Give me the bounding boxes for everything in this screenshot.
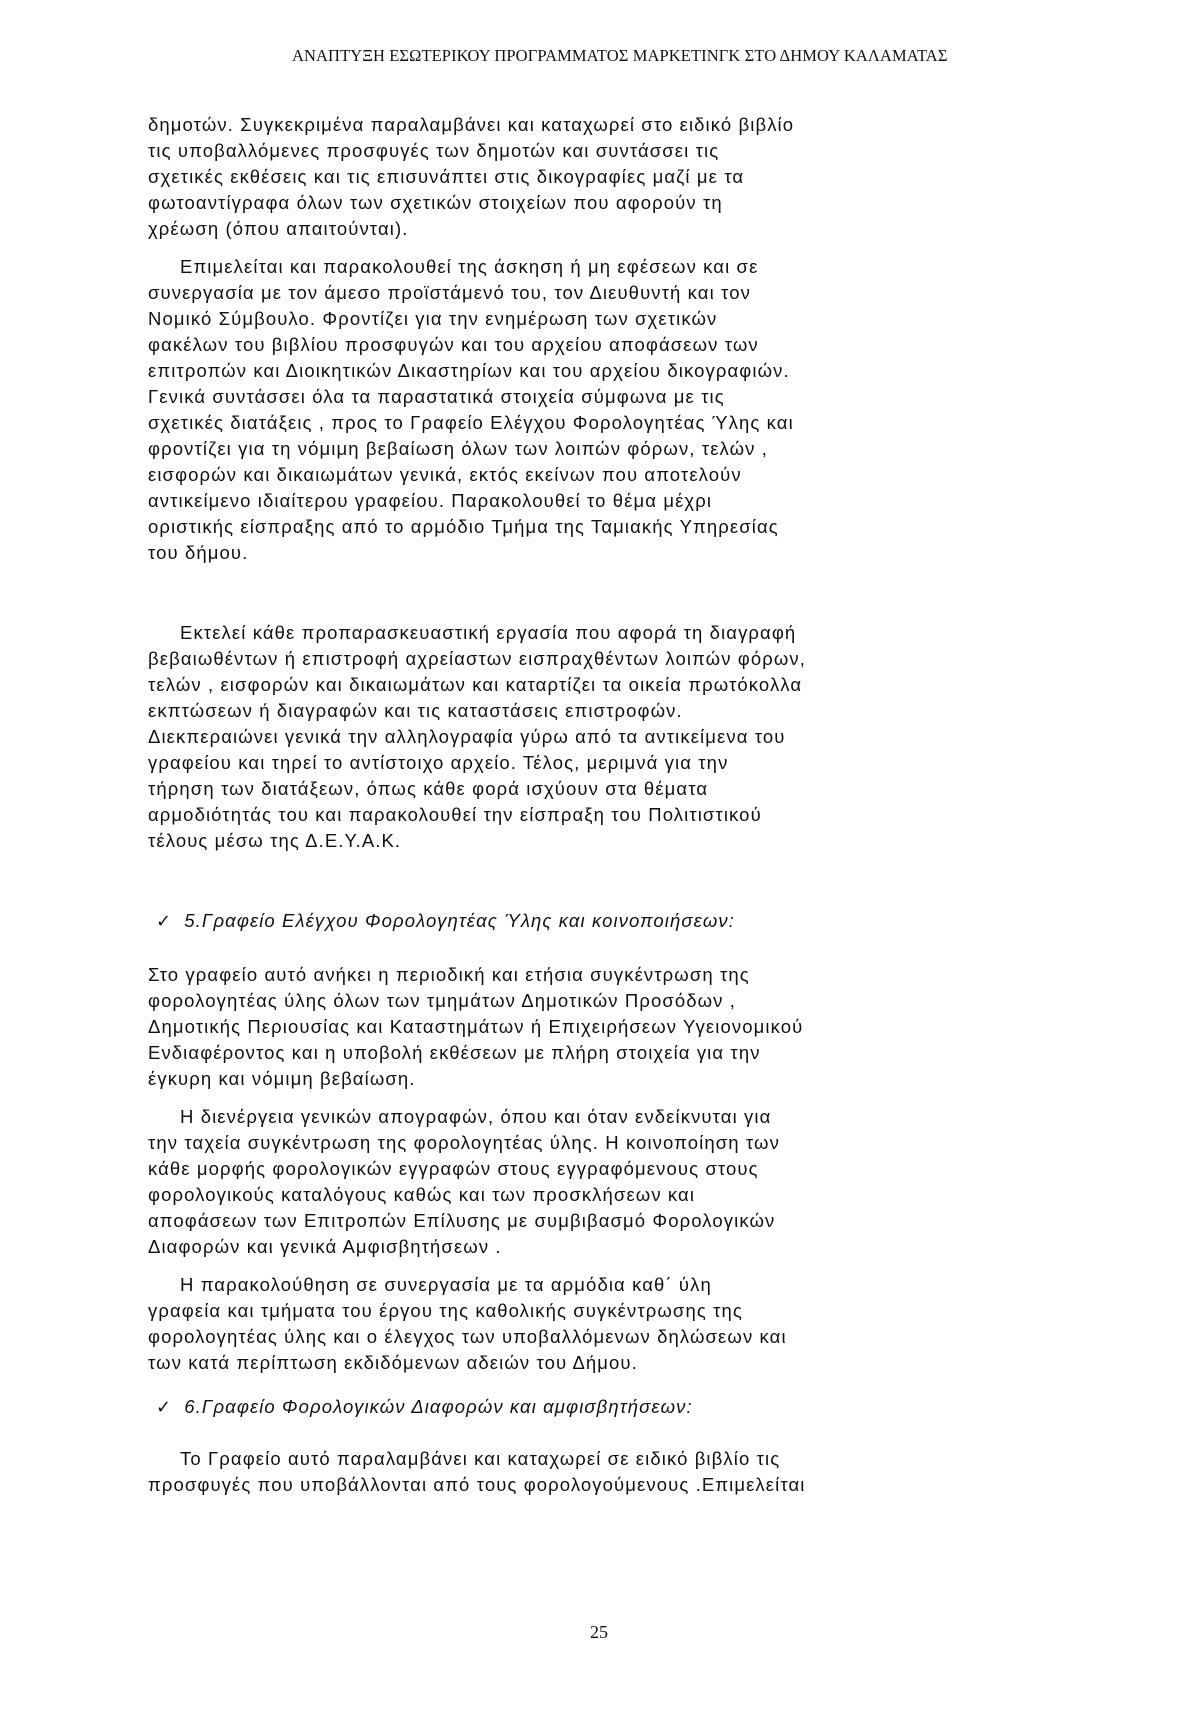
- text-line: δημοτών. Συγκεκριμένα παραλαμβάνει και καταχωρεί στο ειδικό βιβλίο: [148, 114, 795, 135]
- text-line: Εκτελεί κάθε προπαρασκευαστική εργασία που αφορά τη διαγραφή: [180, 622, 797, 643]
- text-line: εκπτώσεων ή διαγραφών και τις καταστάσεις επιστροφών.: [148, 700, 683, 721]
- text-line: φορολογητέας ύλης όλων των τμημάτων Δημοτικών Προσόδων ,: [148, 990, 737, 1011]
- text-line: Δημοτικής Περιουσίας και Καταστημάτων ή Επιχειρήσεων Υγειονομικού: [148, 1016, 804, 1037]
- text-line: γραφεία και τμήματα του έργου της καθολικής συγκέντρωσης της: [148, 1300, 743, 1321]
- paragraph-5: [148, 1104, 1048, 1260]
- text-line: τελών , εισφορών και δικαιωμάτων και καταρτίζει τα οικεία πρωτόκολλα: [148, 674, 803, 695]
- text-line: επιτροπών και Διοικητικών Δικαστηρίων και του αρχείου δικογραφιών.: [148, 360, 790, 381]
- text-line: Επιμελείται και παρακολουθεί της άσκηση ή μη εφέσεων και σε: [180, 256, 759, 277]
- text-line: βεβαιωθέντων ή επιστροφή αχρείαστων εισπραχθέντων λοιπών φόρων,: [148, 648, 807, 669]
- text-line: τις υποβαλλόμενες προσφυγές των δημοτών και συντάσσει τις: [148, 140, 720, 161]
- text-line: τέλους μέσω της Δ.Ε.Υ.Α.Κ.: [148, 830, 402, 851]
- text-line: φακέλων του βιβλίου προσφυγών και του αρχείου αποφάσεων των: [148, 334, 759, 355]
- text-line: την ταχεία συγκέντρωση της φορολογητέας ύλης. Η κοινοποίηση των: [148, 1132, 780, 1153]
- section-heading-text: 5.Γραφείο Ελέγχου Φορολογητέας Ύλης και κοινοποιήσεων:: [184, 910, 735, 931]
- page-number: 25: [590, 1622, 608, 1642]
- text-line: τήρηση των διατάξεων, όπως κάθε φορά ισχύουν στα θέματα: [148, 778, 709, 799]
- text-line: συνεργασία με τον άμεσο προϊστάμενό του, τον Διευθυντή και τον: [148, 282, 751, 303]
- text-line: Η παρακολούθηση σε συνεργασία με τα αρμόδια καθ΄ ύλη: [180, 1274, 712, 1295]
- checkmark-icon: ✓: [156, 911, 173, 931]
- text-line: σχετικές εκθέσεις και τις επισυνάπτει στις δικογραφίες μαζί με τα: [148, 166, 745, 187]
- paragraph-7: [148, 1446, 1048, 1498]
- text-line: του δήμου.: [148, 542, 249, 563]
- text-line: Διαφορών και γενικά Αμφισβητήσεων .: [148, 1236, 502, 1257]
- text-line: φορολογικούς καταλόγους καθώς και των προσκλήσεων και: [148, 1184, 696, 1205]
- text-line: Η διενέργεια γενικών απογραφών, όπου και όταν ενδείκνυται για: [180, 1106, 772, 1127]
- running-header: ΑΝΑΠΤΥΞΗ ΕΣΩΤΕΡΙΚΟΥ ΠΡΟΓΡΑΜΜΑΤΟΣ ΜΑΡΚΕΤΙΝΓΚ ΣΤΟ ΔΗΜΟΥ ΚΑΛΑΜΑΤΑΣ: [292, 46, 948, 65]
- text-line: Στο γραφείο αυτό ανήκει η περιοδική και ετήσια συγκέντρωση της: [148, 964, 750, 985]
- text-line: των κατά περίπτωση εκδιδόμενων αδειών του Δήμου.: [148, 1352, 638, 1373]
- text-line: κάθε μορφής φορολογικών εγγραφών στους εγγραφόμενους στους: [148, 1158, 759, 1179]
- text-line: έγκυρη και νόμιμη βεβαίωση.: [148, 1068, 416, 1089]
- paragraph-3: [148, 620, 1048, 854]
- text-line: εισφορών και δικαιωμάτων γενικά, εκτός εκείνων που αποτελούν: [148, 464, 742, 485]
- section-heading-6: [156, 1396, 1056, 1418]
- text-line: αποφάσεων των Επιτροπών Επίλυσης με συμβιβασμό Φορολογικών: [148, 1210, 776, 1231]
- paragraph-1: [148, 112, 1048, 242]
- text-line: Ενδιαφέροντος και η υποβολή εκθέσεων με πλήρη στοιχεία για την: [148, 1042, 761, 1063]
- text-line: σχετικές διατάξεις , προς το Γραφείο Ελέγχου Φορολογητέας Ύλης και: [148, 412, 794, 433]
- paragraph-4: [148, 962, 1048, 1092]
- section-heading-5: [156, 910, 1056, 932]
- text-line: οριστικής είσπραξης από το αρμόδιο Τμήμα της Ταμιακής Υπηρεσίας: [148, 516, 779, 537]
- text-line: αρμοδιότητάς του και παρακολουθεί την είσπραξη του Πολιτιστικού: [148, 804, 762, 825]
- text-line: φορολογητέας ύλης και ο έλεγχος των υποβαλλόμενων δηλώσεων και: [148, 1326, 787, 1347]
- text-line: γραφείου και τηρεί το αντίστοιχο αρχείο. Τέλος, μεριμνά για την: [148, 752, 729, 773]
- text-line: Το Γραφείο αυτό παραλαμβάνει και καταχωρεί σε ειδικό βιβλίο τις: [180, 1448, 781, 1469]
- checkmark-icon: ✓: [156, 1397, 173, 1417]
- text-line: χρέωση (όπου απαιτούνται).: [148, 218, 409, 239]
- paragraph-6: [148, 1272, 1048, 1376]
- paragraph-2: [148, 254, 1048, 566]
- text-line: Διεκπεραιώνει γενικά την αλληλογραφία γύρω από τα αντικείμενα του: [148, 726, 786, 747]
- text-line: Γενικά συντάσσει όλα τα παραστατικά στοιχεία σύμφωνα με τις: [148, 386, 725, 407]
- text-line: φροντίζει για τη νόμιμη βεβαίωση όλων των λοιπών φόρων, τελών ,: [148, 438, 768, 459]
- text-line: προσφυγές που υποβάλλονται από τους φορολογούμενους .Επιμελείται: [148, 1474, 806, 1495]
- text-line: φωτοαντίγραφα όλων των σχετικών στοιχείων που αφορούν τη: [148, 192, 723, 213]
- text-line: αντικείμενο ιδιαίτερου γραφείου. Παρακολουθεί το θέμα μέχρι: [148, 490, 713, 511]
- text-line: Νομικό Σύμβουλο. Φροντίζει για την ενημέρωση των σχετικών: [148, 308, 718, 329]
- section-heading-text: 6.Γραφείο Φορολογικών Διαφορών και αμφισβητήσεων:: [184, 1396, 693, 1417]
